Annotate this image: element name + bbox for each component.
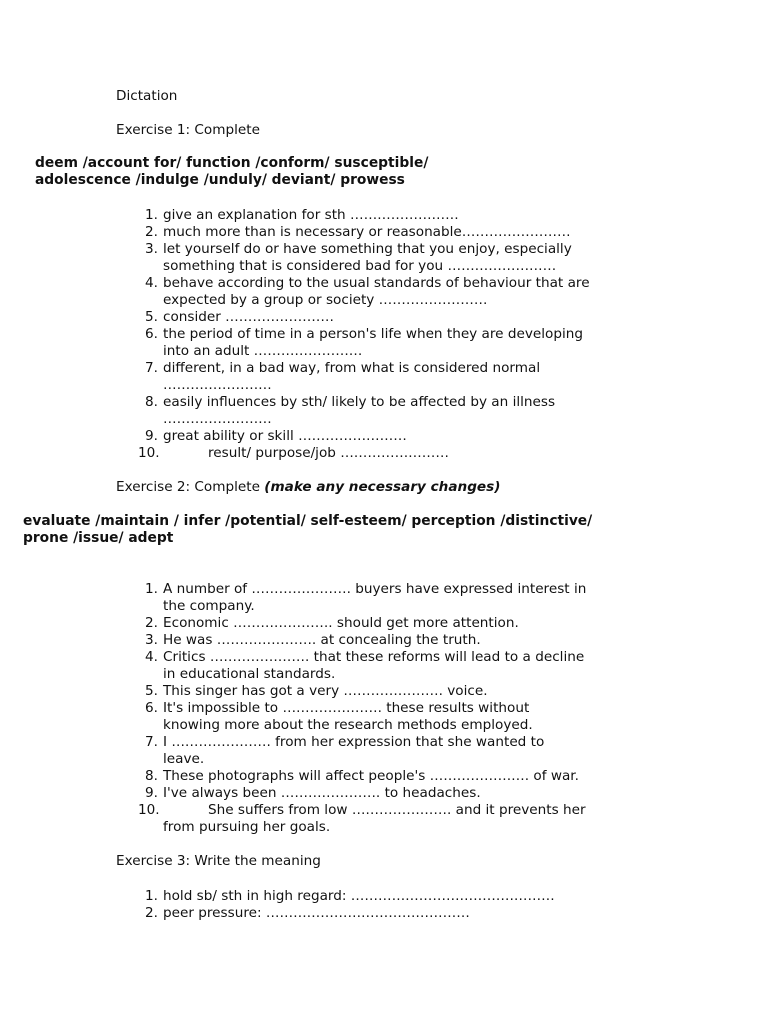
list-item-text: Economic …………………. should get more attention. xyxy=(163,615,519,631)
exercise-2-list xyxy=(138,581,586,836)
list-item-number: 1. xyxy=(145,207,158,223)
list-item-number: 2. xyxy=(145,905,158,921)
list-item-text: It's impossible to …………………. these results without xyxy=(163,700,530,716)
exercise-1-word-bank-line-1: deem /account for/ function /conform/ susceptible/ xyxy=(35,155,429,171)
exercise-1-word-bank-line-2: adolescence /indulge /unduly/ deviant/ prowess xyxy=(35,172,405,188)
list-item xyxy=(138,309,590,326)
list-item-number: 9. xyxy=(145,785,158,801)
list-item-text: different, in a bad way, from what is considered normal xyxy=(163,360,541,376)
list-item-text: let yourself do or have something that you enjoy, especially xyxy=(163,241,572,257)
exercise-2-heading-text: Exercise 2: Complete xyxy=(116,479,265,495)
list-item-number: 1. xyxy=(145,888,158,904)
list-item-text: This singer has got a very …………………. voice. xyxy=(163,683,488,699)
list-item-text: These photographs will affect people's …………………. of war. xyxy=(163,768,579,784)
list-item-number: 2. xyxy=(145,224,158,240)
list-item xyxy=(138,581,586,615)
list-item-text: I've always been …………………. to headaches. xyxy=(163,785,481,801)
list-item xyxy=(138,615,586,632)
list-item-number: 7. xyxy=(145,360,158,376)
list-item xyxy=(138,428,590,445)
list-item-text: He was …………………. at concealing the truth. xyxy=(163,632,481,648)
list-item-text-continued: leave. xyxy=(163,751,205,767)
list-item-number: 10. xyxy=(138,802,160,818)
exercise-2-heading xyxy=(116,479,500,496)
list-item xyxy=(138,905,555,922)
list-item-number: 1. xyxy=(145,581,158,597)
list-item-text: She suffers from low …………………. and it prevents her xyxy=(208,802,586,818)
exercise-1-list xyxy=(138,207,590,462)
list-item-text-continued: …………………… xyxy=(163,411,272,427)
list-item-number: 6. xyxy=(145,700,158,716)
list-item-text: behave according to the usual standards of behaviour that are xyxy=(163,275,590,291)
list-item-text: much more than is necessary or reasonable…………………… xyxy=(163,224,571,240)
list-item xyxy=(138,632,586,649)
exercise-3-list xyxy=(138,888,555,922)
list-item-text-continued: something that is considered bad for you …………………… xyxy=(163,258,557,274)
list-item-text: hold sb/ sth in high regard: ……………………………………… xyxy=(163,888,555,904)
list-item xyxy=(138,394,590,428)
list-item-number: 5. xyxy=(145,683,158,699)
exercise-2-word-bank-line-2: prone /issue/ adept xyxy=(23,530,174,546)
list-item xyxy=(138,207,590,224)
list-item-number: 3. xyxy=(145,632,158,648)
exercise-3-heading: Exercise 3: Write the meaning xyxy=(116,853,321,869)
list-item-text: the period of time in a person's life when they are developing xyxy=(163,326,583,342)
list-item-text: easily influences by sth/ likely to be affected by an illness xyxy=(163,394,556,410)
list-item xyxy=(138,700,586,734)
list-item-text: A number of …………………. buyers have expressed interest in xyxy=(163,581,587,597)
list-item xyxy=(138,326,590,360)
list-item-number: 8. xyxy=(145,768,158,784)
list-item xyxy=(138,785,586,802)
list-item xyxy=(138,275,590,309)
list-item-text-continued: knowing more about the research methods employed. xyxy=(163,717,533,733)
document-title: Dictation xyxy=(116,88,178,104)
list-item xyxy=(138,224,590,241)
list-item-number: 3. xyxy=(145,241,158,257)
exercise-2-word-bank-line-1: evaluate /maintain / infer /potential/ self-esteem/ perception /distinctive/ xyxy=(23,513,593,529)
list-item xyxy=(138,802,586,836)
list-item-text-continued: the company. xyxy=(163,598,255,614)
list-item-number: 4. xyxy=(145,649,158,665)
list-item xyxy=(138,768,586,785)
list-item xyxy=(138,734,586,768)
list-item xyxy=(138,683,586,700)
list-item xyxy=(138,360,590,394)
exercise-2-heading-emphasis: (make any necessary changes) xyxy=(264,479,501,495)
list-item-text: I …………………. from her expression that she wanted to xyxy=(163,734,545,750)
list-item xyxy=(138,888,555,905)
list-item-number: 4. xyxy=(145,275,158,291)
list-item-text: consider …………………… xyxy=(163,309,334,325)
list-item-number: 10. xyxy=(138,445,160,461)
list-item-text: great ability or skill …………………… xyxy=(163,428,407,444)
list-item-number: 5. xyxy=(145,309,158,325)
list-item-text-continued: …………………… xyxy=(163,377,272,393)
list-item xyxy=(138,241,590,275)
list-item-text-continued: in educational standards. xyxy=(163,666,336,682)
list-item-text-continued: expected by a group or society …………………… xyxy=(163,292,488,308)
exercise-1-heading: Exercise 1: Complete xyxy=(116,122,260,138)
list-item-number: 9. xyxy=(145,428,158,444)
list-item-number: 8. xyxy=(145,394,158,410)
list-item-number: 2. xyxy=(145,615,158,631)
list-item-text: peer pressure: ……………………………………… xyxy=(163,905,470,921)
list-item-text: give an explanation for sth …………………… xyxy=(163,207,459,223)
list-item xyxy=(138,445,590,462)
list-item-text-continued: from pursuing her goals. xyxy=(163,819,331,835)
list-item-number: 6. xyxy=(145,326,158,342)
list-item xyxy=(138,649,586,683)
list-item-text: result/ purpose/job …………………… xyxy=(208,445,449,461)
list-item-number: 7. xyxy=(145,734,158,750)
list-item-text: Critics …………………. that these reforms will lead to a decline xyxy=(163,649,585,665)
list-item-text-continued: into an adult …………………… xyxy=(163,343,363,359)
